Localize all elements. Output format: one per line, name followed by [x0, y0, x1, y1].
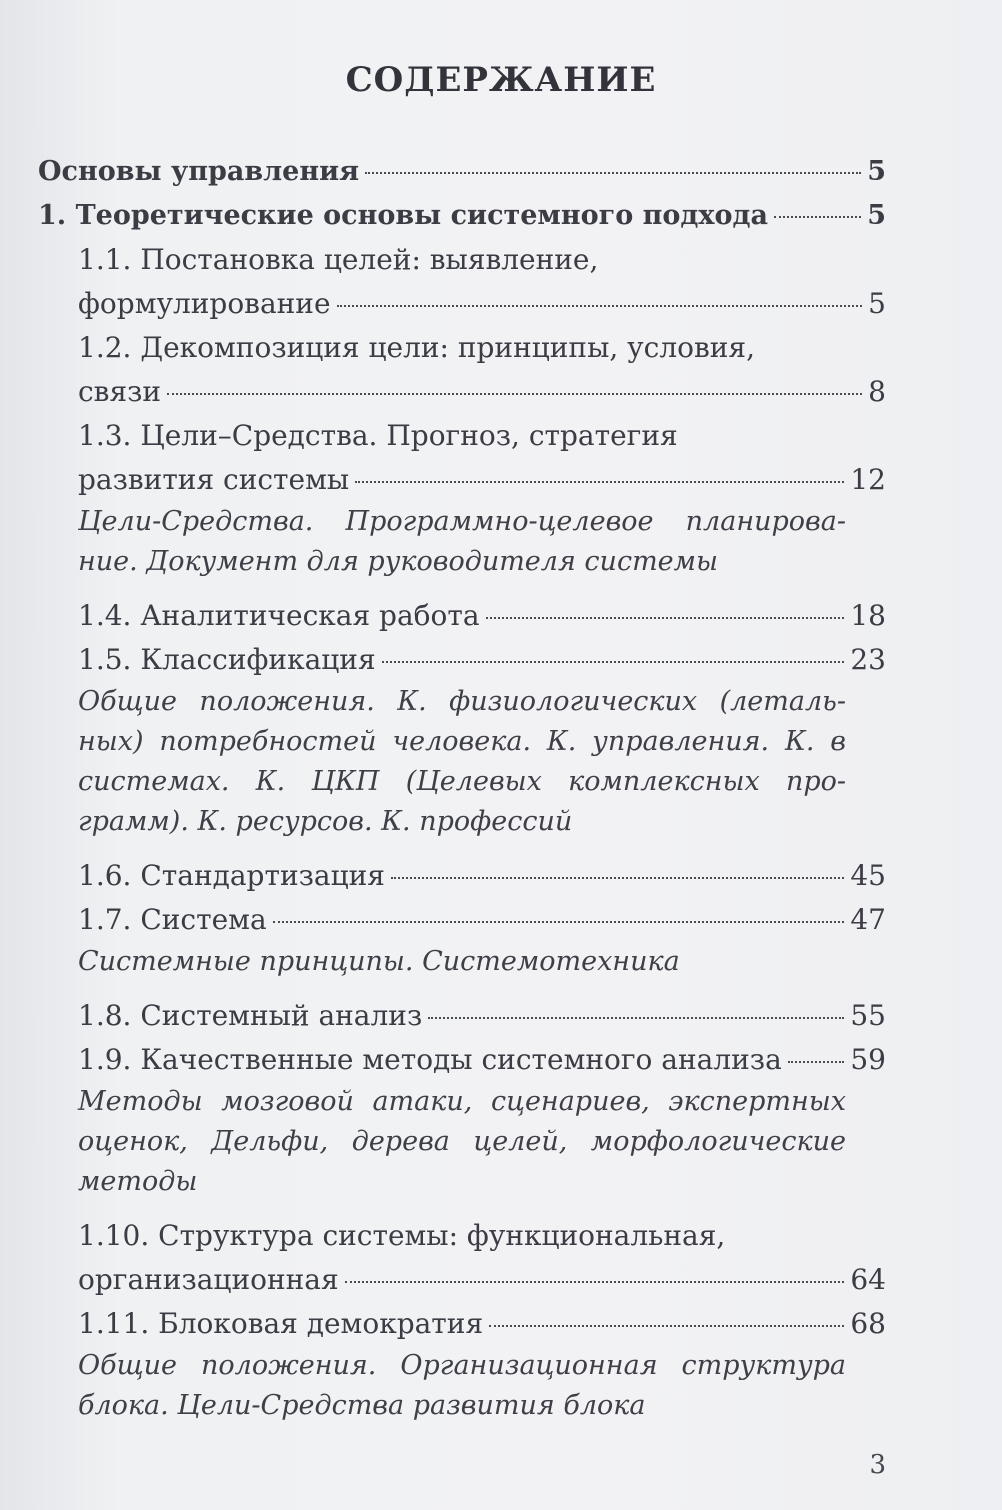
toc-entry-label: 1.5. Классификация [78, 643, 376, 676]
dot-leader [355, 481, 844, 483]
toc-page-number: 12 [850, 463, 886, 496]
dot-leader [489, 1325, 844, 1327]
toc-entry-label: 1.9. Качественные методы системного анализа [78, 1043, 782, 1076]
toc-page-number: 64 [850, 1263, 886, 1296]
dot-leader [337, 305, 863, 307]
dot-leader [428, 1017, 844, 1019]
toc-entry-1-8 [38, 994, 886, 1038]
dot-leader [774, 216, 861, 218]
dot-leader [391, 877, 844, 879]
toc-entry-1-5 [38, 638, 886, 682]
toc-entry-1-3 [38, 458, 886, 502]
dot-leader [167, 393, 862, 395]
toc-page-number: 47 [850, 903, 886, 936]
dot-leader [486, 617, 845, 619]
toc-entry-section [38, 150, 886, 194]
toc-entry-label: формулирование [78, 287, 331, 320]
page-number: 3 [869, 1450, 886, 1480]
toc-page-number: 5 [868, 287, 886, 320]
toc-entry-1-7 [38, 898, 886, 942]
toc-page-number: 59 [850, 1043, 886, 1076]
toc-page-number: 55 [850, 999, 886, 1032]
toc-entry-1-4 [38, 594, 886, 638]
toc-entry-description: Общие положения. Организационная структура блока. Цели-Средства развития блока [78, 1350, 846, 1421]
toc-page-number: 45 [850, 859, 886, 892]
dot-leader [788, 1061, 845, 1063]
toc-entry-label: 1.11. Блоковая демократия [78, 1307, 484, 1340]
toc-entry-label: 1.8. Системный анализ [78, 999, 423, 1032]
toc-entry-1-3-line1: 1.3. Цели–Средства. Прогноз, стратегия [78, 419, 678, 452]
table-of-contents [38, 150, 886, 1426]
toc-page-number: 8 [868, 375, 886, 408]
toc-entry-label: развития системы [78, 463, 350, 496]
toc-page-number: 68 [850, 1307, 886, 1340]
toc-entry-1-11 [38, 1302, 886, 1346]
toc-page-number: 5 [867, 156, 886, 187]
toc-entry-label: организационная [78, 1263, 339, 1296]
toc-entry-description: Системные принципы. Системотехника [78, 946, 680, 977]
page-title: СОДЕРЖАНИЕ [345, 60, 657, 100]
toc-entry-1-1 [38, 282, 886, 326]
toc-entry-description: Цели-Средства. Программно-целевое планирова-ние. Документ для руководителя системы [78, 506, 846, 577]
toc-entry-chapter-1 [38, 194, 886, 238]
toc-entry-label: 1. Теоретические основы системного подхода [38, 200, 768, 231]
toc-entry-label: 1.7. Система [78, 903, 267, 936]
toc-entry-label: связи [78, 375, 162, 408]
toc-entry-1-10 [38, 1258, 886, 1302]
toc-entry-1-2-line1: 1.2. Декомпозиция цели: принципы, условия, [78, 331, 755, 364]
toc-page-number: 18 [850, 599, 886, 632]
toc-entry-1-1-line1: 1.1. Постановка целей: выявление, [78, 243, 599, 276]
dot-leader [273, 921, 845, 923]
toc-entry-label: Основы управления [38, 156, 360, 187]
dot-leader [345, 1281, 845, 1283]
toc-entry-1-2 [38, 370, 886, 414]
toc-page-number: 23 [850, 643, 886, 676]
toc-entry-description: Общие положения. К. физиологических (леталь-ных) потребностей человека. К. управления. К. в системах. К. ЦКП (Целевых комплексных про-грамм). К. ресурсов. К. профессий [78, 686, 846, 837]
toc-entry-1-6 [38, 854, 886, 898]
dot-leader [365, 172, 861, 174]
toc-entry-1-10-line1: 1.10. Структура системы: функциональная, [78, 1219, 726, 1252]
toc-entry-label: 1.6. Стандартизация [78, 859, 385, 892]
toc-entry-label: 1.4. Аналитическая работа [78, 599, 480, 632]
toc-entry-1-9 [38, 1038, 886, 1082]
toc-page-number: 5 [867, 200, 886, 231]
toc-entry-description: Методы мозговой атаки, сценариев, экспертных оценок, Дельфи, дерева целей, морфологические методы [78, 1086, 846, 1197]
dot-leader [382, 661, 845, 663]
